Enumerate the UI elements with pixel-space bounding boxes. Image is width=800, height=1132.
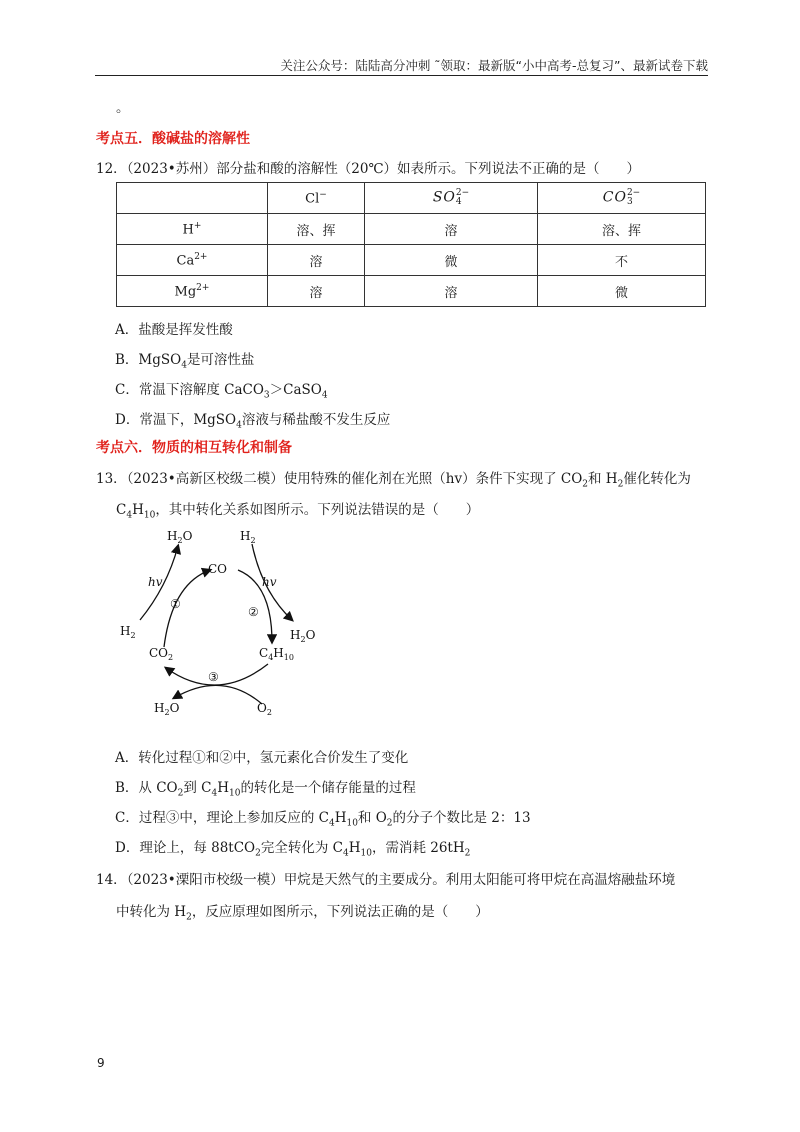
h2-top-label: $H_2$ xyxy=(240,529,256,545)
question-12-stem: 12．（2023•苏州）部分盐和酸的溶解性（20℃）如表所示。下列说法不正确的是（ ） xyxy=(96,161,641,177)
step-3-label: ③ xyxy=(208,670,219,684)
co2-label: $CO_2$ xyxy=(149,646,174,662)
conversion-cycle-diagram xyxy=(112,522,332,722)
question-14-stem-line2: 中转化为 $H_2$，反应原理如图所示，下列说法正确的是（ ） xyxy=(116,904,489,923)
h2o-right-label: $H_2O$ xyxy=(290,628,316,644)
h2o-top-label: $H_2O$ xyxy=(167,529,193,545)
table-cell: 溶、挥 xyxy=(538,214,706,245)
row-header: $Mg^{2+}$ xyxy=(117,276,268,307)
question-14-stem-line1: 14．（2023•溧阳市校级一模）甲烷是天然气的主要成分。利用太阳能可将甲烷在高温熔融盐环境 xyxy=(96,872,676,888)
question-13-stem-line2: $C_4H_{10}$，其中转化关系如图所示。下列说法错误的是（ ） xyxy=(116,502,480,521)
hv-left-label: hv xyxy=(148,575,163,589)
table-cell: 微 xyxy=(365,245,538,276)
table-cell: 溶 xyxy=(365,214,538,245)
hv-right-label: hv xyxy=(262,575,277,589)
h2-left-label: $H_2$ xyxy=(120,624,136,640)
table-cell: 溶 xyxy=(268,276,365,307)
table-row xyxy=(117,276,706,307)
section-6-title: 考点六．物质的相互转化和制备 xyxy=(96,440,292,456)
table-cell: 溶、挥 xyxy=(268,214,365,245)
table-cell: 溶 xyxy=(365,276,538,307)
solubility-table xyxy=(116,182,706,307)
q12-option-c: C．常温下溶解度 CaCO$_3$＞CaSO$_4$ xyxy=(115,382,328,401)
row-header: H+ xyxy=(117,214,268,245)
table-row xyxy=(117,245,706,276)
q12-option-d: D．常温下，MgSO$_4$溶液与稀盐酸不发生反应 xyxy=(115,412,391,431)
o2-bottom-label: $O_2$ xyxy=(257,701,272,717)
table-cell: 微 xyxy=(538,276,706,307)
section-5-title: 考点五．酸碱盐的溶解性 xyxy=(96,131,250,147)
corner-cell xyxy=(117,183,268,214)
page-header: 关注公众号：陆陆高分冲刺 ˜领取：最新版“小中高考-总复习”、最新试卷下载 xyxy=(280,58,708,73)
step-1-label: ① xyxy=(170,597,181,611)
q13-option-d: D．理论上，每 88tCO$_2$完全转化为 $C_4H_{10}$，需消耗 $26tH_2$ xyxy=(115,840,471,859)
col-header: CO2− 3 xyxy=(538,183,706,214)
table-header-row xyxy=(117,183,706,214)
step-2-label: ② xyxy=(248,605,259,619)
q12-option-b: B．MgSO$_4$是可溶性盐 xyxy=(115,352,255,371)
col-header: SO2− 4 xyxy=(365,183,538,214)
table-cell: 不 xyxy=(538,245,706,276)
co-label: CO xyxy=(208,562,228,576)
c4h10-label: $C_4H_{10}$ xyxy=(259,646,294,662)
h2o-bottom-label: $H_2O$ xyxy=(154,701,180,717)
q13-option-b: B．从 $CO_2$到 $C_4H_{10}$的转化是一个储存能量的过程 xyxy=(115,780,416,799)
col-header: Cl− xyxy=(268,183,365,214)
page-number: 9 xyxy=(97,1056,105,1070)
q12-option-a: A．盐酸是挥发性酸 xyxy=(115,322,233,338)
q13-option-c: C．过程③中，理论上参加反应的 $C_4H_{10}$和 $O_2$的分子个数比是 2：13 xyxy=(115,810,531,829)
arrow-o2-to-h2o-bottom xyxy=(174,685,262,704)
q13-option-a: A．转化过程①和②中，氢元素化合价发生了变化 xyxy=(115,750,409,766)
table-row xyxy=(117,214,706,245)
question-13-stem-line1: 13．（2023•高新区校级二模）使用特殊的催化剂在光照（hv）条件下实现了 $CO_2$和 $H_2$催化转化为 xyxy=(96,471,691,490)
row-header: $Ca^{2+}$ xyxy=(117,245,268,276)
header-rule xyxy=(95,75,708,76)
table-cell: 溶 xyxy=(268,245,365,276)
leading-mark: 。 xyxy=(116,100,130,116)
